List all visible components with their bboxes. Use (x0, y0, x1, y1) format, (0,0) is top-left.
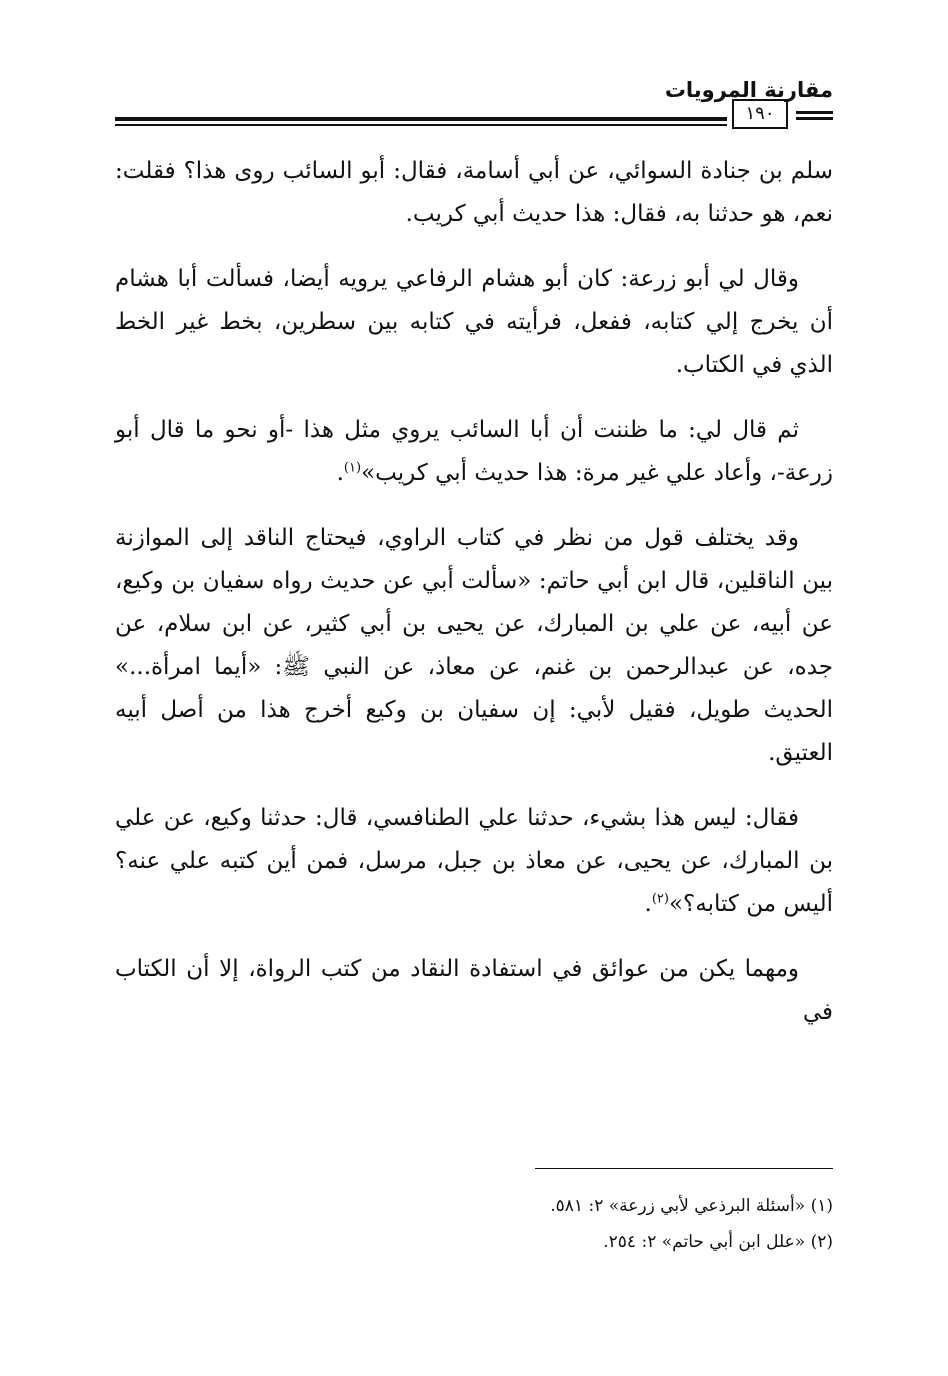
paragraph: ثم قال لي: ما ظننت أن أبا السائب يروي مثل هذا -أو نحو ما قال أبو زرعة-، وأعاد علي غير مرة: هذا حديث أبي كريب»$^{(١)}$. (115, 417, 833, 486)
paragraph: سلم بن جنادة السوائي، عن أبي أسامة، فقال: أبو السائب روى هذا؟ فقلت: نعم، هو حدثنا به، فقال: هذا حديث أبي كريب. (115, 158, 833, 227)
paragraph: فقال: ليس هذا بشيء، حدثنا علي الطنافسي، قال: حدثنا وكيع، عن علي بن المبارك، عن يحيى، عن معاذ بن جبل، مرسل، فمن أين كتبه علي عنه؟ أليس من كتابه؟»$^{(٢)}$. (115, 805, 833, 917)
header-rule-thin (115, 124, 727, 126)
paragraph: وقال لي أبو زرعة: كان أبو هشام الرفاعي يرويه أيضا، فسألت أبا هشام أن يخرج إلي كتابه، ففعل، فرأيته في كتابه بين سطرين، بخط غير الخط الذي في الكتاب. (115, 266, 833, 378)
footnotes (115, 1188, 833, 1260)
header-rule-short-bottom (796, 117, 833, 120)
footnote: (١) «أسئلة البرذعي لأبي زرعة» ٢: ٥٨١. (550, 1196, 833, 1216)
footnote-ref: (٢) (651, 891, 669, 907)
page-number: ١٩٠ (732, 99, 788, 129)
body-text (115, 150, 833, 1056)
footnote: (٢) «علل ابن أبي حاتم» ٢: ٢٥٤. (603, 1232, 833, 1252)
running-header-title: مقارنة المرويات (664, 78, 833, 102)
header-rule-thick (115, 117, 727, 121)
paragraph: ومهما يكن من عوائق في استفادة النقاد من كتب الرواة، إلا أن الكتاب في (115, 956, 833, 1025)
paragraph: وقد يختلف قول من نظر في كتاب الراوي، فيحتاج الناقد إلى الموازنة بين الناقلين، قال ابن أبي حاتم: «سألت أبي عن حديث رواه سفيان بن وكيع، عن أبيه، عن علي بن المبارك، عن يحيى بن أبي كثير، عن ابن سلام، عن جده، عن عبدالرحمن بن غنم، عن معاذ، عن النبي ﷺ: «أيما امرأة...» الحديث طويل، فقيل لأبي: إن سفيان بن وكيع أخرج هذا من أصل أبيه العتيق. (115, 525, 833, 766)
header-rule-short-top (796, 111, 833, 114)
footnote-ref: (١) (343, 460, 362, 476)
footnote-separator (535, 1168, 833, 1169)
